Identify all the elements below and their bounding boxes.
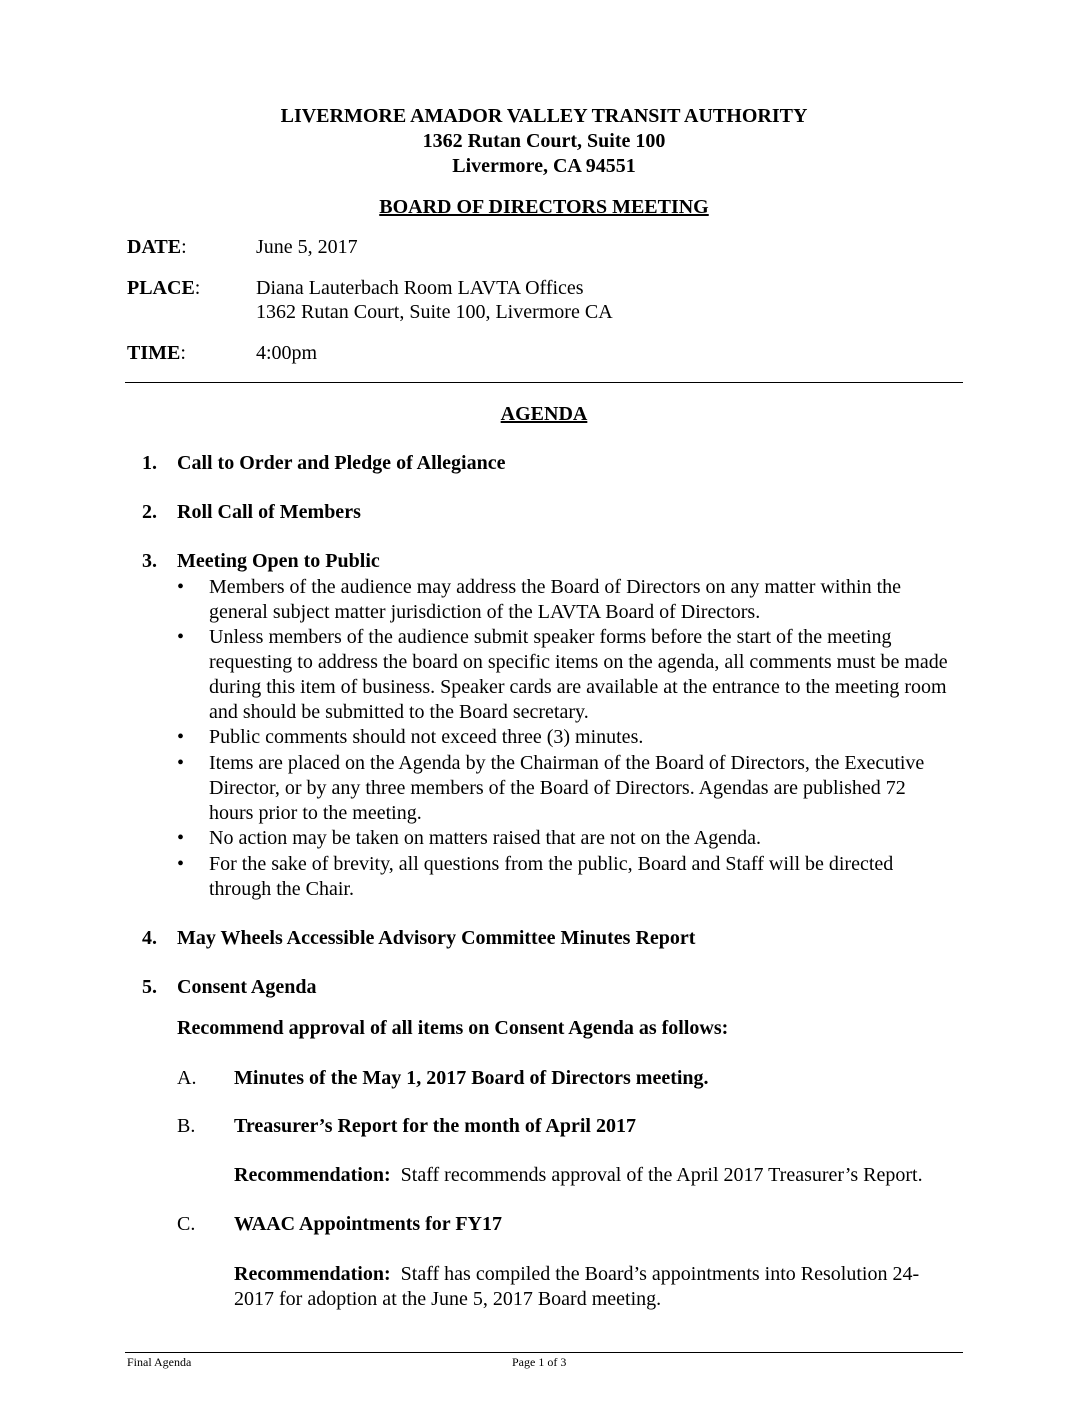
bullet-icon: • bbox=[177, 853, 185, 875]
bullet-3-line1: Public comments should not exceed three (3) minutes. bbox=[209, 726, 644, 748]
place-line1: Diana Lauterbach Room LAVTA Offices bbox=[256, 277, 584, 299]
bullet-6-line2: through the Chair. bbox=[209, 878, 354, 900]
item-2-number: 2. bbox=[142, 501, 157, 523]
bullet-2-line2: requesting to address the board on specific items on the agenda, all comments must be made bbox=[209, 651, 948, 673]
consent-c-letter: C. bbox=[177, 1213, 196, 1235]
bullet-2-line4: and should be submitted to the Board secretary. bbox=[209, 701, 589, 723]
bullet-icon: • bbox=[177, 752, 185, 774]
recommendation-text: Staff recommends approval of the April 2017 Treasurer’s Report. bbox=[400, 1164, 923, 1186]
footer-divider bbox=[125, 1352, 963, 1353]
item-4-number: 4. bbox=[142, 927, 157, 949]
bullet-5-line1: No action may be taken on matters raised that are not on the Agenda. bbox=[209, 827, 762, 849]
date-value: June 5, 2017 bbox=[256, 236, 358, 258]
recommendation-label: Recommendation: bbox=[234, 1263, 391, 1285]
recommendation-text: Staff has compiled the Board’s appointments into Resolution 24- bbox=[400, 1263, 920, 1285]
date-colon: : bbox=[181, 236, 187, 258]
consent-intro: Recommend approval of all items on Consent Agenda as follows: bbox=[177, 1017, 729, 1039]
bullet-icon: • bbox=[177, 827, 185, 849]
bullet-1-line2: general subject matter jurisdiction of the LAVTA Board of Directors. bbox=[209, 601, 761, 623]
consent-c-recommendation-line2: 2017 for adoption at the June 5, 2017 Board meeting. bbox=[234, 1288, 662, 1310]
place-label: PLACE bbox=[127, 277, 195, 299]
item-4-title: May Wheels Accessible Advisory Committee Minutes Report bbox=[177, 927, 696, 949]
date-label-row bbox=[127, 236, 187, 259]
time-label: TIME bbox=[127, 342, 181, 364]
header-divider bbox=[125, 382, 963, 383]
bullet-icon: • bbox=[177, 726, 185, 748]
consent-b-title: Treasurer’s Report for the month of April 2017 bbox=[234, 1115, 636, 1137]
agenda-title: AGENDA bbox=[500, 403, 588, 425]
footer-left: Final Agenda bbox=[127, 1355, 192, 1369]
bullet-6-line1: For the sake of brevity, all questions from the public, Board and Staff will be directed bbox=[209, 853, 894, 875]
item-5-number: 5. bbox=[142, 976, 157, 998]
bullet-1-line1: Members of the audience may address the Board of Directors on any matter within the bbox=[209, 576, 902, 598]
org-address-line2: Livermore, CA 94551 bbox=[452, 155, 636, 177]
place-line2: 1362 Rutan Court, Suite 100, Livermore CA bbox=[256, 301, 613, 323]
item-1-number: 1. bbox=[142, 452, 157, 474]
consent-a-title: Minutes of the May 1, 2017 Board of Directors meeting. bbox=[234, 1067, 709, 1089]
org-address-line1: 1362 Rutan Court, Suite 100 bbox=[422, 130, 666, 152]
item-5-title: Consent Agenda bbox=[177, 976, 317, 998]
place-label-row bbox=[127, 277, 200, 300]
item-2-title: Roll Call of Members bbox=[177, 501, 361, 523]
recommendation-label: Recommendation: bbox=[234, 1164, 391, 1186]
date-label: DATE bbox=[127, 236, 182, 258]
bullet-4-line1: Items are placed on the Agenda by the Chairman of the Board of Directors, the Executive bbox=[209, 752, 925, 774]
time-value: 4:00pm bbox=[256, 342, 318, 364]
consent-b-recommendation bbox=[234, 1164, 923, 1187]
item-1-title: Call to Order and Pledge of Allegiance bbox=[177, 452, 506, 474]
consent-b-letter: B. bbox=[177, 1115, 196, 1137]
bullet-2-line3: during this item of business. Speaker cards are available at the entrance to the meeting room bbox=[209, 676, 947, 698]
time-label-row bbox=[127, 342, 186, 365]
footer-page-number: Page 1 of 3 bbox=[512, 1355, 567, 1369]
item-3-number: 3. bbox=[142, 550, 157, 572]
bullet-2-line1: Unless members of the audience submit speaker forms before the start of the meeting bbox=[209, 626, 892, 648]
meeting-title: BOARD OF DIRECTORS MEETING bbox=[379, 196, 709, 218]
org-name: LIVERMORE AMADOR VALLEY TRANSIT AUTHORITY bbox=[280, 105, 808, 127]
bullet-4-line3: hours prior to the meeting. bbox=[209, 802, 422, 824]
bullet-4-line2: Director, or by any three members of the Board of Directors. Agendas are published 72 bbox=[209, 777, 906, 799]
bullet-icon: • bbox=[177, 576, 185, 598]
bullet-icon: • bbox=[177, 626, 185, 648]
item-3-title: Meeting Open to Public bbox=[177, 550, 380, 572]
consent-c-recommendation bbox=[234, 1263, 919, 1286]
place-colon: : bbox=[194, 277, 201, 299]
consent-c-title: WAAC Appointments for FY17 bbox=[234, 1213, 502, 1235]
time-colon: : bbox=[180, 342, 186, 364]
consent-a-letter: A. bbox=[177, 1067, 197, 1089]
